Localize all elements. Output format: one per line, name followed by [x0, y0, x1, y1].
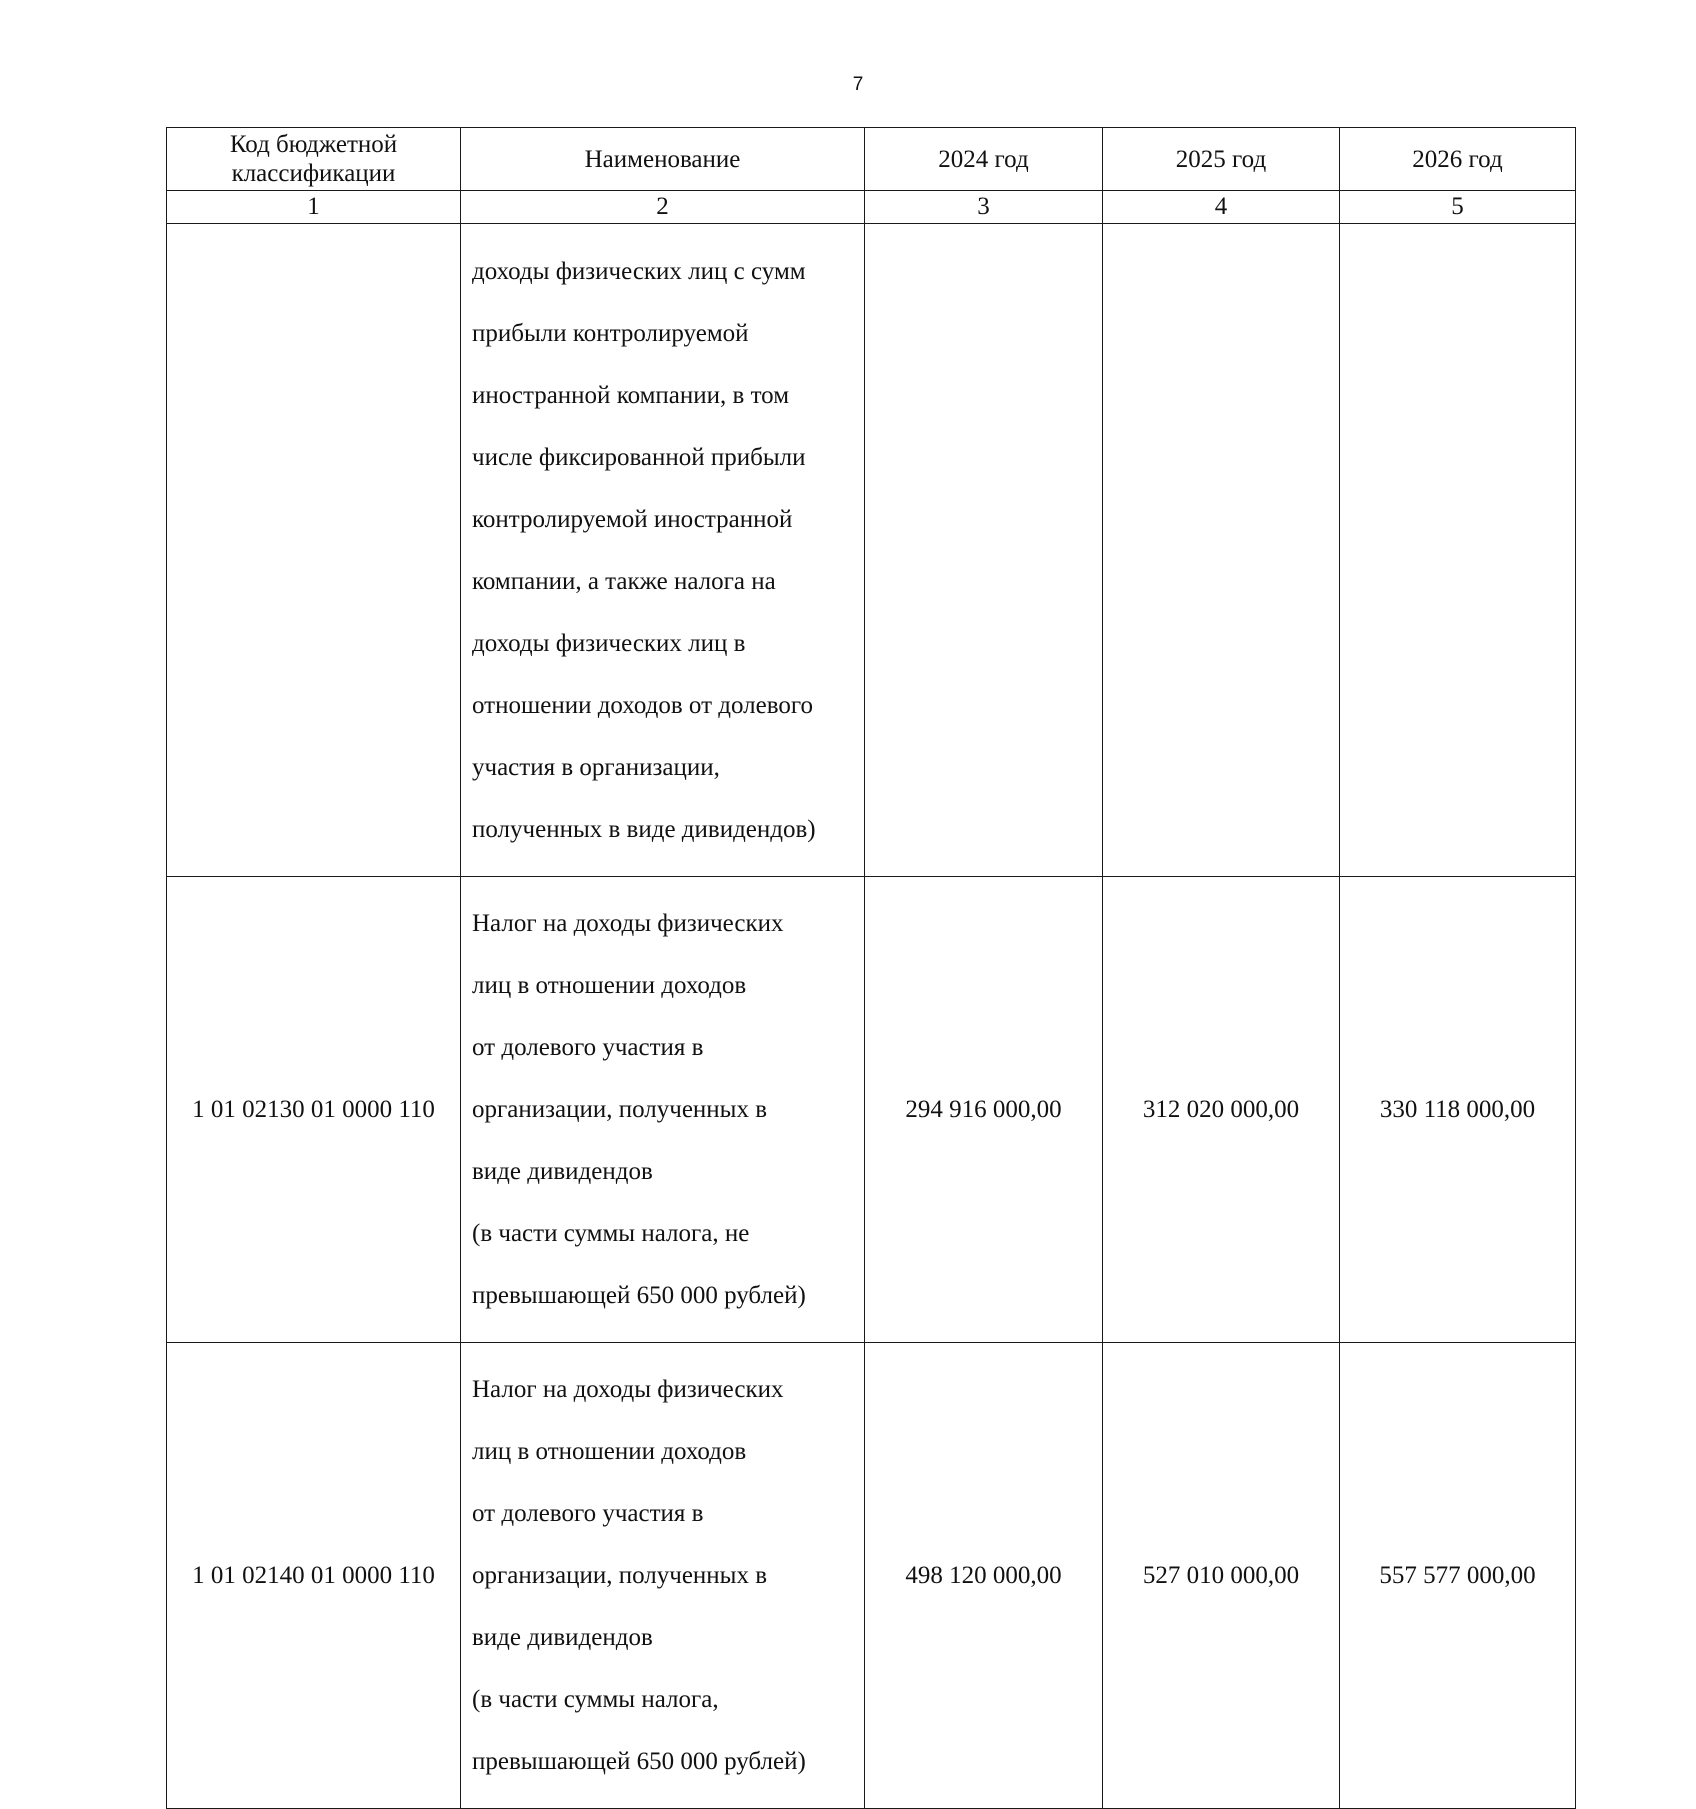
cell-name	[461, 1343, 865, 1809]
table-header-row	[167, 128, 1576, 191]
name-line: полученных в виде дивидендов)	[472, 816, 816, 843]
name-line: отношении доходов от долевого	[472, 692, 813, 719]
name-line: доходы физических лиц с сумм	[472, 258, 806, 285]
cell-name	[461, 224, 865, 877]
cell-2026: 330 118 000,00	[1340, 877, 1576, 1343]
cell-2025: 527 010 000,00	[1103, 1343, 1340, 1809]
budget-revenue-table	[166, 127, 1576, 1809]
column-number-row	[167, 191, 1576, 224]
column-number: 5	[1340, 191, 1576, 224]
header-year-2025: 2025 год	[1103, 128, 1340, 191]
name-line: от долевого участия в	[472, 1034, 704, 1061]
name-line: превышающей 650 000 рублей)	[472, 1282, 806, 1309]
column-number: 3	[865, 191, 1103, 224]
page-number: 7	[852, 74, 864, 95]
name-line: иностранной компании, в том	[472, 382, 790, 409]
table-row-continuation	[167, 224, 1576, 877]
name-line: (в части суммы налога,	[472, 1686, 719, 1713]
cell-code: 1 01 02140 01 0000 110	[167, 1343, 461, 1809]
name-line: (в части суммы налога, не	[472, 1220, 750, 1247]
cell-2025	[1103, 224, 1340, 877]
cell-2026: 557 577 000,00	[1340, 1343, 1576, 1809]
name-line: прибыли контролируемой	[472, 320, 749, 347]
name-line: числе фиксированной прибыли	[472, 444, 806, 471]
cell-2024: 498 120 000,00	[865, 1343, 1103, 1809]
cell-2024	[865, 224, 1103, 877]
name-line: виде дивидендов	[472, 1624, 653, 1651]
name-line: компании, а также налога на	[472, 568, 776, 595]
name-line: доходы физических лиц в	[472, 630, 746, 657]
name-line: участия в организации,	[472, 754, 720, 781]
column-number: 2	[461, 191, 865, 224]
name-line: организации, полученных в	[472, 1562, 768, 1589]
name-line: виде дивидендов	[472, 1158, 653, 1185]
name-line: от долевого участия в	[472, 1500, 704, 1527]
name-line: превышающей 650 000 рублей)	[472, 1748, 806, 1775]
header-year-2024: 2024 год	[865, 128, 1103, 191]
cell-code	[167, 224, 461, 877]
header-name: Наименование	[461, 128, 865, 191]
header-year-2026: 2026 год	[1340, 128, 1576, 191]
name-line: лиц в отношении доходов	[472, 972, 747, 999]
table-row	[167, 877, 1576, 1343]
cell-2026	[1340, 224, 1576, 877]
cell-2024: 294 916 000,00	[865, 877, 1103, 1343]
table-row	[167, 1343, 1576, 1809]
header-code: Код бюджетной классификации	[167, 128, 461, 191]
column-number: 1	[167, 191, 461, 224]
cell-code: 1 01 02130 01 0000 110	[167, 877, 461, 1343]
name-line: контролируемой иностранной	[472, 506, 793, 533]
cell-name	[461, 877, 865, 1343]
name-line: Налог на доходы физических	[472, 1376, 784, 1403]
name-line: организации, полученных в	[472, 1096, 768, 1123]
column-number: 4	[1103, 191, 1340, 224]
name-line: лиц в отношении доходов	[472, 1438, 747, 1465]
cell-2025: 312 020 000,00	[1103, 877, 1340, 1343]
name-line: Налог на доходы физических	[472, 910, 784, 937]
